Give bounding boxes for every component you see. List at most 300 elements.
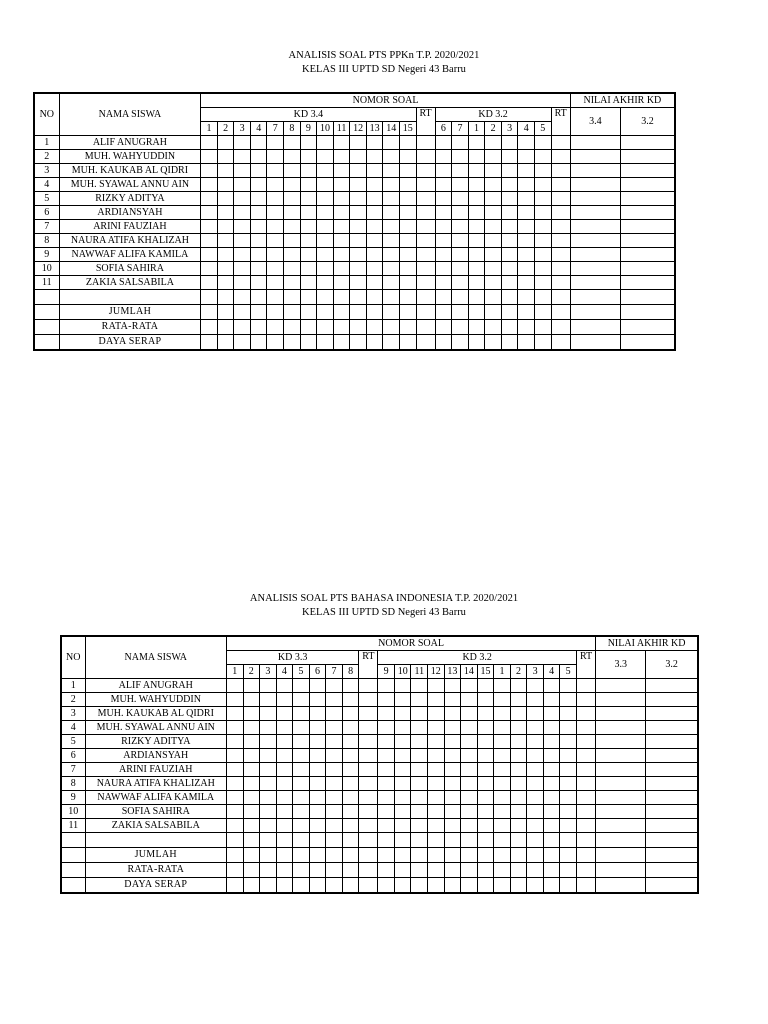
score-cell (394, 693, 411, 707)
student-name: ALIF ANUGRAH (85, 679, 226, 693)
score-cell (394, 735, 411, 749)
score-cell (342, 721, 359, 735)
score-cell (510, 693, 527, 707)
score-cell (359, 763, 378, 777)
score-cell (234, 206, 251, 220)
summary-row (34, 320, 675, 335)
score-cell (485, 248, 502, 262)
score-cell (411, 735, 428, 749)
score-cell (234, 164, 251, 178)
score-cell (570, 276, 620, 290)
score-cell (576, 791, 595, 805)
score-cell (359, 693, 378, 707)
score-cell (359, 805, 378, 819)
score-cell (366, 136, 383, 150)
question-number: 10 (394, 665, 411, 679)
score-cell (535, 290, 552, 305)
score-cell (284, 262, 301, 276)
score-cell (527, 679, 544, 693)
score-cell (293, 791, 310, 805)
score-cell (551, 192, 570, 206)
score-cell (276, 819, 293, 833)
score-cell (201, 150, 218, 164)
score-cell (518, 276, 535, 290)
score-cell (243, 693, 260, 707)
student-name: MUH. WAHYUDDIN (85, 693, 226, 707)
rt-header: RT (576, 651, 595, 679)
score-cell (477, 693, 494, 707)
question-number: 5 (560, 665, 577, 679)
student-name: ARINI FAUZIAH (85, 763, 226, 777)
score-cell (226, 679, 243, 693)
question-number: 10 (317, 122, 334, 136)
score-cell (309, 833, 326, 848)
summary-label: RATA-RATA (59, 320, 201, 335)
score-cell (428, 791, 445, 805)
score-cell (284, 136, 301, 150)
score-cell (477, 763, 494, 777)
score-cell (260, 863, 277, 878)
score-cell (350, 150, 367, 164)
score-cell (366, 248, 383, 262)
score-cell (326, 848, 343, 863)
question-number: 14 (461, 665, 478, 679)
score-cell (333, 220, 350, 234)
score-cell (317, 192, 334, 206)
score-cell (501, 290, 518, 305)
score-cell (378, 763, 395, 777)
score-cell (333, 276, 350, 290)
score-cell (234, 192, 251, 206)
score-cell (326, 833, 343, 848)
score-cell (501, 150, 518, 164)
score-cell (267, 305, 284, 320)
score-cell (309, 805, 326, 819)
score-cell (317, 136, 334, 150)
score-cell (326, 693, 343, 707)
question-number: 14 (383, 122, 400, 136)
score-cell (510, 735, 527, 749)
score-cell (510, 777, 527, 791)
row-number: 11 (61, 819, 85, 833)
score-cell (570, 192, 620, 206)
score-cell (570, 164, 620, 178)
score-cell (501, 248, 518, 262)
table-row (34, 150, 675, 164)
score-cell (293, 777, 310, 791)
row-number: 10 (34, 262, 59, 276)
score-cell (494, 679, 511, 693)
table-row (61, 735, 698, 749)
score-cell (260, 679, 277, 693)
score-cell (596, 819, 646, 833)
score-cell (543, 693, 560, 707)
question-number: 11 (411, 665, 428, 679)
score-cell (435, 136, 452, 150)
score-cell (284, 178, 301, 192)
score-cell (468, 164, 485, 178)
score-cell (416, 248, 435, 262)
score-cell (217, 164, 234, 178)
rt-header: RT (551, 108, 570, 136)
score-cell (621, 248, 675, 262)
score-cell (284, 305, 301, 320)
row-number: 7 (34, 220, 59, 234)
score-cell (342, 848, 359, 863)
row-number: 8 (61, 777, 85, 791)
score-cell (267, 248, 284, 262)
score-cell (309, 721, 326, 735)
score-cell (510, 707, 527, 721)
score-cell (435, 178, 452, 192)
score-cell (646, 707, 698, 721)
row-number: 3 (34, 164, 59, 178)
row-number: 5 (61, 735, 85, 749)
score-cell (452, 305, 469, 320)
score-cell (342, 863, 359, 878)
score-cell (576, 763, 595, 777)
score-cell (333, 192, 350, 206)
score-cell (226, 805, 243, 819)
score-cell (250, 320, 267, 335)
score-cell (234, 290, 251, 305)
score-cell (309, 878, 326, 894)
score-cell (570, 220, 620, 234)
score-cell (518, 164, 535, 178)
score-cell (461, 763, 478, 777)
score-cell (300, 178, 317, 192)
row-number: 5 (34, 192, 59, 206)
score-cell (260, 833, 277, 848)
score-cell (342, 679, 359, 693)
score-cell (596, 878, 646, 894)
row-number (34, 290, 59, 305)
score-cell (300, 335, 317, 351)
score-cell (551, 164, 570, 178)
table-row (61, 805, 698, 819)
score-cell (501, 305, 518, 320)
score-cell (411, 707, 428, 721)
score-cell (621, 290, 675, 305)
score-cell (518, 290, 535, 305)
score-cell (383, 262, 400, 276)
row-number: 1 (61, 679, 85, 693)
score-cell (284, 248, 301, 262)
score-cell (350, 262, 367, 276)
score-cell (399, 305, 416, 320)
score-cell (444, 735, 461, 749)
score-cell (234, 136, 251, 150)
score-cell (518, 234, 535, 248)
summary-label: RATA-RATA (85, 863, 226, 878)
score-cell (276, 763, 293, 777)
score-cell (260, 805, 277, 819)
score-cell (560, 805, 577, 819)
score-cell (359, 833, 378, 848)
table1-title: ANALISIS SOAL PTS PPKn T.P. 2020/2021 (288, 50, 480, 61)
score-cell (383, 136, 400, 150)
student-name: NAURA ATIFA KHALIZAH (85, 777, 226, 791)
score-cell (201, 136, 218, 150)
score-cell (317, 178, 334, 192)
row-number: 2 (61, 693, 85, 707)
score-cell (201, 305, 218, 320)
score-cell (535, 335, 552, 351)
score-cell (383, 276, 400, 290)
score-cell (250, 305, 267, 320)
score-cell (646, 819, 698, 833)
score-cell (309, 679, 326, 693)
student-name: ZAKIA SALSABILA (59, 276, 201, 290)
score-cell (646, 878, 698, 894)
score-cell (527, 749, 544, 763)
score-cell (485, 262, 502, 276)
score-cell (461, 833, 478, 848)
question-number: 6 (435, 122, 452, 136)
question-number: 3 (234, 122, 251, 136)
nilai-akhir-header: NILAI AKHIR KD (570, 93, 675, 108)
score-cell (250, 262, 267, 276)
score-cell (300, 276, 317, 290)
score-cell (477, 707, 494, 721)
score-cell (394, 763, 411, 777)
score-cell (234, 335, 251, 351)
score-cell (570, 136, 620, 150)
score-cell (518, 150, 535, 164)
score-cell (300, 150, 317, 164)
score-cell (260, 693, 277, 707)
score-cell (250, 276, 267, 290)
score-cell (510, 878, 527, 894)
score-cell (234, 320, 251, 335)
score-cell (300, 305, 317, 320)
score-cell (646, 721, 698, 735)
score-cell (452, 262, 469, 276)
score-cell (501, 234, 518, 248)
student-name: RIZKY ADITYA (85, 735, 226, 749)
student-name: MUH. WAHYUDDIN (59, 150, 201, 164)
score-cell (510, 749, 527, 763)
score-cell (416, 164, 435, 178)
score-cell (226, 819, 243, 833)
score-cell (284, 206, 301, 220)
score-cell (342, 749, 359, 763)
score-cell (551, 320, 570, 335)
score-cell (267, 192, 284, 206)
score-cell (276, 749, 293, 763)
score-cell (366, 206, 383, 220)
score-cell (326, 863, 343, 878)
score-cell (333, 206, 350, 220)
student-name: ARINI FAUZIAH (59, 220, 201, 234)
score-cell (276, 805, 293, 819)
row-number (61, 833, 85, 848)
student-name: NAURA ATIFA KHALIZAH (59, 234, 201, 248)
score-cell (461, 848, 478, 863)
score-cell (217, 262, 234, 276)
score-cell (621, 136, 675, 150)
score-cell (293, 693, 310, 707)
score-cell (570, 335, 620, 351)
question-number: 11 (333, 122, 350, 136)
score-cell (596, 693, 646, 707)
score-cell (383, 164, 400, 178)
score-cell (293, 819, 310, 833)
student-name: ARDIANSYAH (85, 749, 226, 763)
score-cell (468, 220, 485, 234)
score-cell (309, 735, 326, 749)
score-cell (576, 819, 595, 833)
score-cell (366, 178, 383, 192)
score-cell (560, 707, 577, 721)
score-cell (485, 150, 502, 164)
student-name: ALIF ANUGRAH (59, 136, 201, 150)
score-cell (468, 192, 485, 206)
score-cell (350, 220, 367, 234)
score-cell (378, 805, 395, 819)
score-cell (350, 178, 367, 192)
score-cell (317, 335, 334, 351)
score-cell (276, 878, 293, 894)
score-cell (293, 833, 310, 848)
score-cell (333, 164, 350, 178)
score-cell (333, 335, 350, 351)
score-cell (428, 848, 445, 863)
score-cell (461, 863, 478, 878)
score-cell (217, 192, 234, 206)
score-cell (201, 234, 218, 248)
question-number: 7 (452, 122, 469, 136)
score-cell (326, 777, 343, 791)
score-cell (576, 863, 595, 878)
score-cell (243, 679, 260, 693)
score-cell (300, 234, 317, 248)
score-cell (317, 220, 334, 234)
score-cell (494, 763, 511, 777)
score-cell (596, 707, 646, 721)
score-cell (518, 305, 535, 320)
score-cell (461, 819, 478, 833)
score-cell (621, 234, 675, 248)
score-cell (250, 164, 267, 178)
score-cell (646, 863, 698, 878)
score-cell (468, 305, 485, 320)
score-cell (276, 679, 293, 693)
score-cell (428, 679, 445, 693)
score-cell (399, 290, 416, 305)
score-cell (527, 878, 544, 894)
row-number (61, 848, 85, 863)
score-cell (378, 777, 395, 791)
score-cell (551, 335, 570, 351)
score-cell (621, 335, 675, 351)
score-cell (461, 878, 478, 894)
score-cell (576, 833, 595, 848)
score-cell (518, 320, 535, 335)
score-cell (468, 206, 485, 220)
score-cell (416, 335, 435, 351)
score-cell (646, 848, 698, 863)
score-cell (551, 178, 570, 192)
score-cell (250, 136, 267, 150)
score-cell (527, 805, 544, 819)
question-number: 5 (293, 665, 310, 679)
score-cell (342, 707, 359, 721)
score-cell (428, 707, 445, 721)
score-cell (399, 136, 416, 150)
score-cell (576, 679, 595, 693)
score-cell (201, 248, 218, 262)
score-cell (411, 721, 428, 735)
table1-subtitle: KELAS III UPTD SD Negeri 43 Barru (302, 64, 466, 75)
score-cell (317, 248, 334, 262)
score-cell (333, 290, 350, 305)
score-cell (201, 178, 218, 192)
score-cell (518, 248, 535, 262)
score-cell (378, 735, 395, 749)
score-cell (560, 777, 577, 791)
score-cell (326, 805, 343, 819)
score-cell (646, 833, 698, 848)
score-cell (621, 178, 675, 192)
score-cell (461, 791, 478, 805)
student-name: ARDIANSYAH (59, 206, 201, 220)
nama-siswa-header: NAMA SISWA (59, 93, 201, 136)
score-cell (621, 206, 675, 220)
row-number: 1 (34, 136, 59, 150)
score-cell (250, 220, 267, 234)
score-cell (416, 276, 435, 290)
score-cell (326, 763, 343, 777)
summary-row (34, 335, 675, 351)
score-cell (250, 192, 267, 206)
score-cell (444, 707, 461, 721)
score-cell (468, 335, 485, 351)
question-number: 9 (300, 122, 317, 136)
score-cell (535, 234, 552, 248)
score-cell (300, 290, 317, 305)
score-cell (309, 863, 326, 878)
question-number: 3 (501, 122, 518, 136)
score-cell (260, 848, 277, 863)
score-cell (510, 833, 527, 848)
score-cell (485, 305, 502, 320)
row-number: 10 (61, 805, 85, 819)
score-cell (461, 679, 478, 693)
score-cell (243, 833, 260, 848)
score-cell (416, 192, 435, 206)
score-cell (309, 777, 326, 791)
score-cell (226, 735, 243, 749)
score-cell (596, 735, 646, 749)
student-name: MUH. SYAWAL ANNU AIN (59, 178, 201, 192)
score-cell (399, 262, 416, 276)
score-cell (485, 335, 502, 351)
question-number: 1 (494, 665, 511, 679)
summary-row (61, 848, 698, 863)
question-number: 2 (243, 665, 260, 679)
score-cell (621, 192, 675, 206)
score-cell (276, 777, 293, 791)
score-cell (366, 220, 383, 234)
score-cell (342, 805, 359, 819)
score-cell (543, 749, 560, 763)
score-cell (293, 848, 310, 863)
score-cell (243, 749, 260, 763)
score-cell (350, 335, 367, 351)
score-cell (300, 320, 317, 335)
score-cell (477, 749, 494, 763)
